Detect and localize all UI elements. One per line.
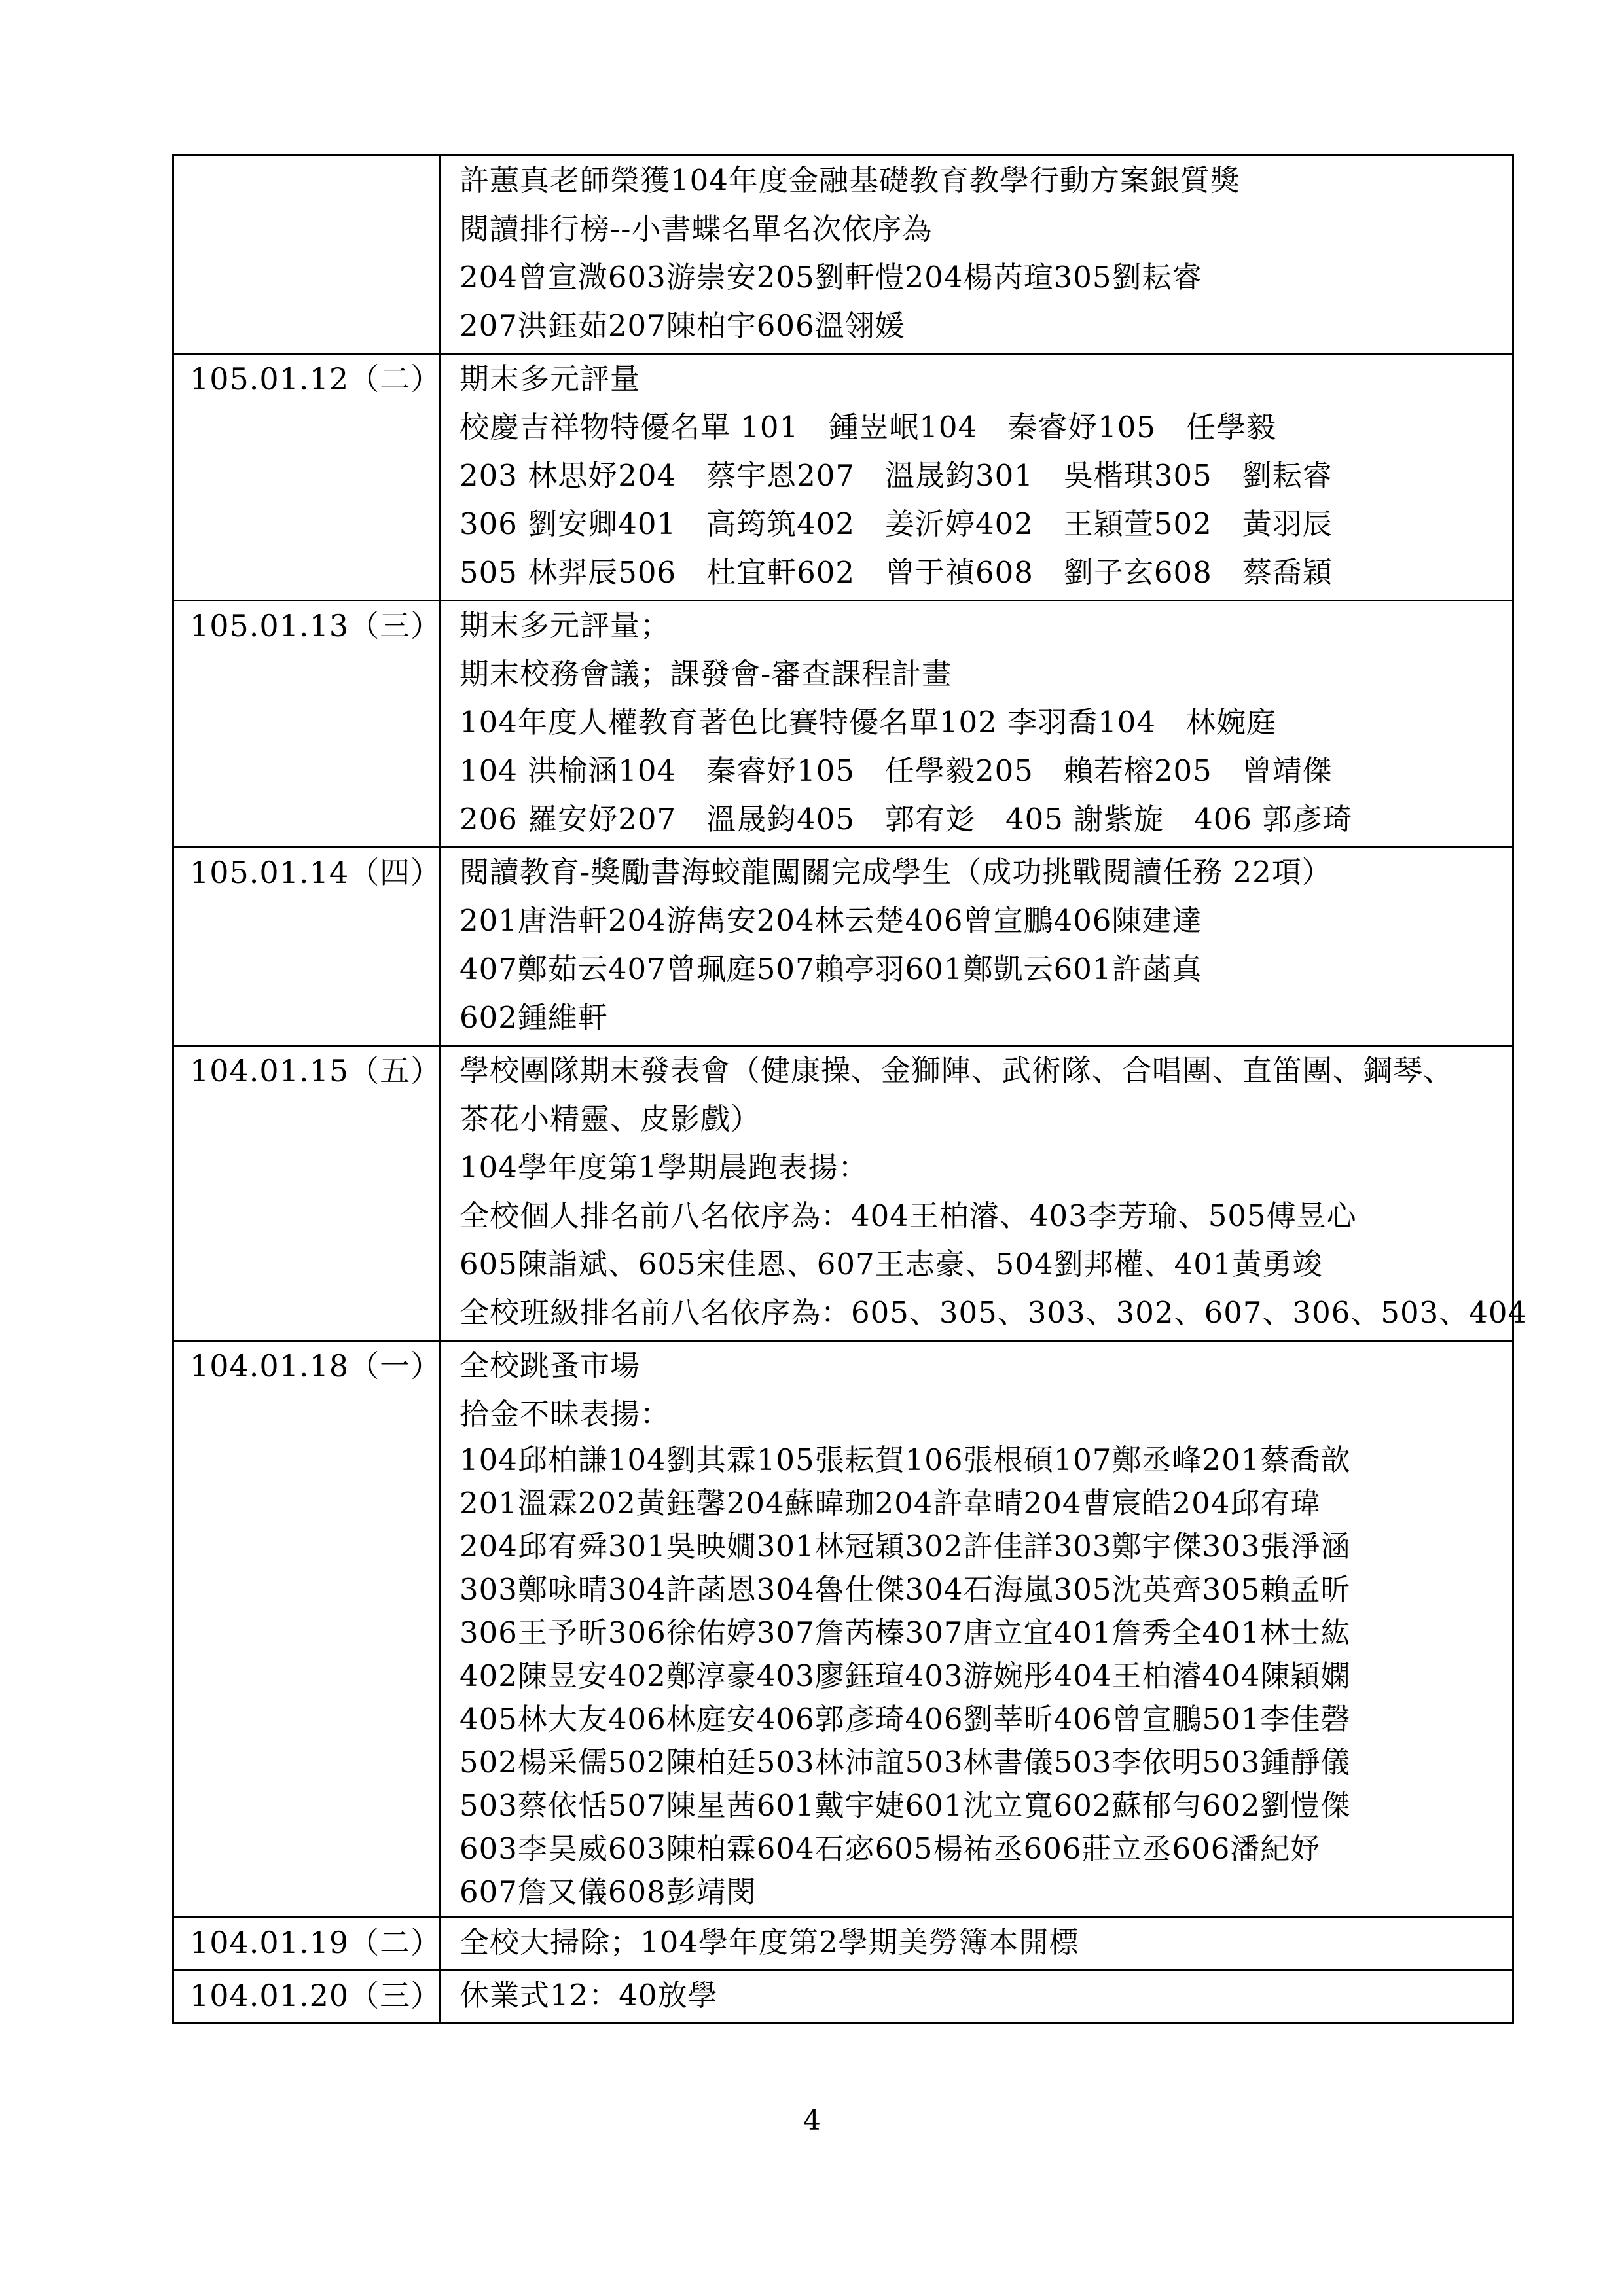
content-line: 207洪鈺茹207陳柏宇606溫翎媛: [460, 308, 905, 343]
name-list-line: 204邱宥舜301吳映嫺301林冠穎302許佳詳303鄭宇傑303張淨涵: [460, 1529, 1351, 1564]
content-cell: [441, 1341, 1513, 1918]
content-line: 期末校務會議；課發會-審查課程計畫: [460, 656, 952, 691]
date-cell: 105.01.12（二）: [173, 354, 441, 601]
date-cell: [173, 156, 441, 354]
name-list-line: 303鄭咏晴304許菡恩304魯仕傑304石海嵐305沈英齊305賴孟昕: [460, 1572, 1351, 1607]
content-line: 全校大掃除；104學年度第2學期美勞簿本開標: [460, 1925, 1079, 1960]
table-row: [173, 1046, 1513, 1341]
content-line: 全校個人排名前八名依序為：404王柏濬、403李芳瑜、505傅昱心: [460, 1198, 1357, 1233]
content-line: 校慶吉祥物特優名單 101 鍾岦岷104 秦睿妤105 任學毅: [460, 410, 1276, 444]
table-row: [173, 1341, 1513, 1918]
content-line: 505 林羿辰506 杜宜軒602 曾于禎608 劉子玄608 蔡喬穎: [460, 555, 1333, 590]
name-list-line: 201溫霖202黃鈺馨204蘇暐珈204許韋晴204曹宸皓204邱宥瑋: [460, 1486, 1321, 1520]
table-row: [173, 848, 1513, 1046]
date-cell: 104.01.20（三）: [173, 1971, 441, 2024]
table-row: [173, 1918, 1513, 1971]
content-cell: [441, 1046, 1528, 1341]
name-list-line: 603李昊威603陳柏霖604石宓605楊祐丞606莊立丞606潘紀妤: [460, 1831, 1321, 1866]
table-row: [173, 156, 1513, 354]
content-cell: [441, 156, 1513, 354]
content-line: 306 劉安卿401 高筠筑402 姜沂婷402 王穎萱502 黃羽辰: [460, 507, 1333, 541]
content-line: 602鍾維軒: [460, 1000, 608, 1035]
content-line: 全校班級排名前八名依序為：605、305、303、302、607、306、503、404: [460, 1295, 1528, 1330]
content-cell: [441, 601, 1513, 848]
content-line: 203 林思妤204 蔡宇恩207 溫晟鈞301 吳楷琪305 劉耘睿: [460, 458, 1333, 493]
date-cell: 105.01.13（三）: [173, 601, 441, 848]
content-line: 104年度人權教育著色比賽特優名單102 李羽喬104 林婉庭: [460, 705, 1276, 740]
date-cell: 104.01.18（一）: [173, 1341, 441, 1918]
schedule-table: [172, 154, 1528, 2024]
name-list-line: 402陳昱安402鄭淳豪403廖鈺瑄403游婉彤404王柏濬404陳穎嫻: [460, 1659, 1351, 1693]
name-list-line: 502楊采儒502陳柏廷503林沛誼503林書儀503李依明503鍾靜儀: [460, 1745, 1351, 1780]
content-line: 206 羅安妤207 溫晟鈞405 郭宥彣 405 謝紫旋 406 郭彥琦: [460, 802, 1353, 836]
content-cell: [441, 354, 1513, 601]
content-cell: [441, 1918, 1513, 1971]
content-line: 閱讀排行榜--小書蝶名單名次依序為: [460, 211, 933, 246]
table-row: [173, 354, 1513, 601]
content-line: 茶花小精靈、皮影戲）: [460, 1102, 761, 1136]
content-line: 201唐浩軒204游雋安204林云楚406曾宣鵬406陳建達: [460, 903, 1202, 938]
content-line: 104 洪榆涵104 秦睿妤105 任學毅205 賴若榕205 曾靖傑: [460, 753, 1333, 788]
table-row: [173, 1971, 1513, 2024]
content-line: 學校團隊期末發表會（健康操、金獅陣、武術隊、合唱團、直笛團、鋼琴、: [460, 1053, 1454, 1088]
content-line: 拾金不昧表揚：: [460, 1397, 671, 1431]
content-line: 閱讀教育-獎勵書海蛟龍闖關完成學生（成功挑戰閱讀任務 22項）: [460, 855, 1332, 889]
content-line: 期末多元評量: [460, 361, 641, 396]
content-line: 104學年度第1學期晨跑表揚：: [460, 1150, 869, 1185]
content-line: 期末多元評量；: [460, 608, 671, 643]
name-list-line: 607詹又儀608彭靖閔: [460, 1874, 757, 1909]
schedule-body: [173, 156, 1528, 2024]
date-cell: 104.01.15（五）: [173, 1046, 441, 1341]
content-line: 休業式12：40放學: [460, 1978, 718, 2013]
table-row: [173, 601, 1513, 848]
page-number: 4: [803, 2104, 821, 2136]
content-line: 407鄭茹云407曾珮庭507賴亭羽601鄭凱云601許菡真: [460, 952, 1202, 986]
content-line: 全校跳蚤市場: [460, 1348, 641, 1383]
name-list-line: 104邱柏謙104劉其霖105張耘賀106張根碩107鄭丞峰201蔡喬歆: [460, 1443, 1351, 1477]
content-cell: [441, 1971, 1513, 2024]
content-line: 605陳詣斌、605宋佳恩、607王志豪、504劉邦權、401黃勇竣: [460, 1247, 1323, 1282]
content-cell: [441, 848, 1513, 1046]
date-cell: 104.01.19（二）: [173, 1918, 441, 1971]
content-line: 204曾宣溦603游崇安205劉軒愷204楊芮瑄305劉耘睿: [460, 260, 1202, 295]
name-list-line: 405林大友406林庭安406郭彥琦406劉莘昕406曾宣鵬501李佳磬: [460, 1702, 1351, 1736]
name-list-line: 306王予昕306徐佑婷307詹芮榛307唐立宜401詹秀全401林士紘: [460, 1615, 1351, 1650]
date-cell: 105.01.14（四）: [173, 848, 441, 1046]
name-list-line: 503蔡依恬507陳星茜601戴宇婕601沈立寬602蘇郁勻602劉愷傑: [460, 1788, 1351, 1823]
content-line: 許蕙真老師榮獲104年度金融基礎教育教學行動方案銀質獎: [460, 163, 1240, 198]
